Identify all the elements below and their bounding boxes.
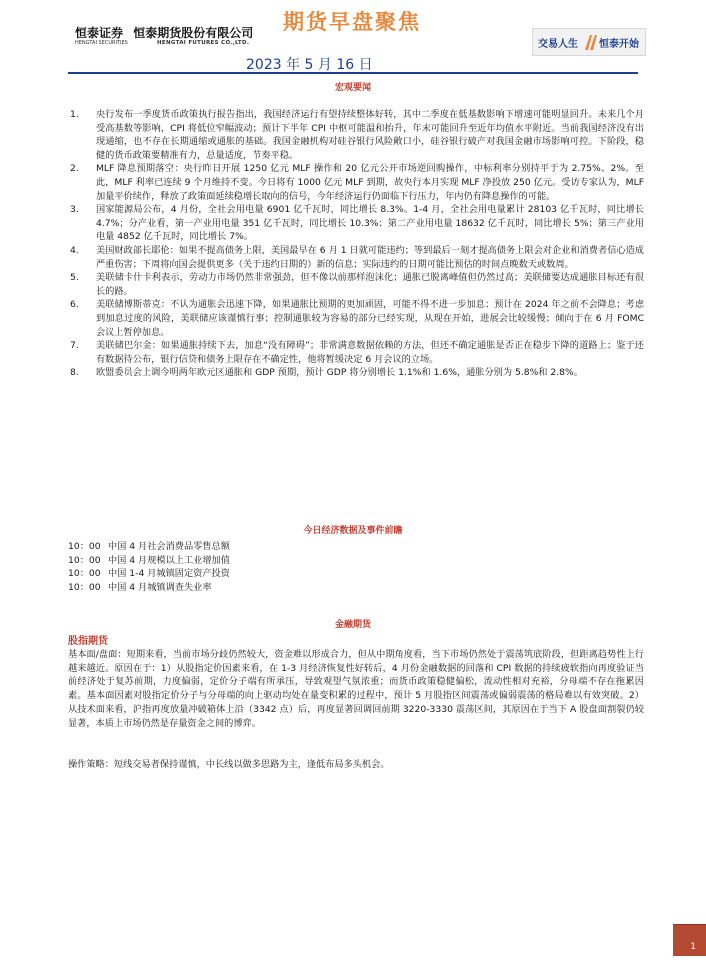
brand-securities-en: HENGTAI SECURITIES [75,40,128,46]
finance-paragraph-strategy: 操作策略：短线交易者保持谨慎，中长线以做多思路为主，逢低布局多头机会。 [68,759,390,770]
report-title: 期货早盘聚焦 [283,9,421,34]
slogan-left: 交易人生 [538,39,578,50]
stock-index-futures-heading: 股指期货 [68,636,108,647]
item-text: MLF 降息预期落空：央行昨日开展 1250 亿元 MLF 操作和 20 亿元公开市场逆回购操作，中标利率分别持平于为 2.75%、2%。至此，MLF 利率已连续 9 个月维持不变。今日将有 1000 亿元 MLF 到期，故央行本月实现 MLF 净投放 250 亿元。受访专家认为，MLF 加量平价续作，释放了政策面延续稳增长取向的信号，今年经济运行仍面临下行压力，年内仍有降息操作的可能。 [96,163,644,202]
event-text: 中国 4 月社会消费品零售总额 [108,541,230,552]
event-time: 10：00 [68,582,101,594]
item-text: 美国财政部长耶伦：如果不提高债务上限，美国最早在 6 月 1 日就可能违约；等到最后一刻才提高债务上限会对企业和消费者信心造成严重伤害；下周将向国会提供更多（关于违约日期的）新的信息；实际违约的日期可能比预估的时间点晚数天或数周。 [96,244,644,270]
slogan-right: 恒泰开始 [599,39,639,50]
list-item [68,554,628,568]
event-text: 中国 4 月规模以上工业增加值 [108,554,230,566]
list-item [68,567,628,581]
event-time: 10：00 [68,554,101,566]
slogan-banner [532,28,646,56]
report-header [0,0,706,75]
item-number: 4. [70,244,79,256]
event-time: 10：00 [68,568,101,580]
item-number: 2. [70,163,79,175]
events-section-title: 今日经济数据及事件前瞻 [303,526,403,536]
item-text: 美联储博斯蒂克：不认为通胀会迅速下降，如果通胀比预期的更加顽固，可能不得不进一步加息；预计在 2024 年之前不会降息；考虑到加息过度的风险，美联储应该谨慎行事；控制通胀较为容易的部分已经实现，从现在开始，进展会比较缓慢；倾向于在 6 月 FOMC 会议上暂停加息。 [96,299,644,338]
brand-securities: 恒泰证券 [75,26,124,40]
macro-section-title: 宏观要闻 [334,83,371,93]
list-item [68,339,644,366]
event-time: 10：00 [68,541,101,552]
list-item [68,298,644,339]
item-number: 1. [70,109,79,120]
list-item [68,108,644,162]
event-text: 中国 4 月城镇调查失业率 [108,582,212,594]
page-number-badge [673,925,706,956]
item-number: 8. [70,367,79,379]
page-number: 1 [690,942,696,952]
brand-mark-icon [583,32,599,52]
list-item [68,540,628,554]
list-item [68,244,644,271]
item-text: 美联储巴尔金：如果通胀持续下去，加息“没有障碍”；非常满意数据依赖的方法，但还不确定通胀是否正在稳步下降的道路上；鉴于还有数据待公布，银行信贷和债务上限存在不确定性，他将暂缓决定 6 月会议的立场。 [96,340,644,365]
list-item [68,581,628,595]
item-number: 5. [70,272,79,284]
item-text: 央行发布一季度货币政策执行报告指出，我国经济运行有望持续整体好转，其中二季度在低基数影响下增速可能明显回升。未来几个月受高基数等影响，CPI 将低位窄幅波动；预计下半年 CPI 中枢可能温和抬升，年末可能回升至近年均值水平附近。当前我国经济没有出现通缩，也不存在长期通缩或通胀的基础。我国金融机构对硅谷银行风险敞口小，硅谷银行破产对我国金融市场影响可控。下阶段，稳健的货币政策要精准有力，总量适度，节奏平稳。 [96,109,644,161]
company-logo [75,24,253,41]
event-text: 中国 1-4 月城镇固定资产投资 [108,568,230,580]
item-text: 美联储卡什卡利表示，劳动力市场仍然非常强劲，但不像以前那样泡沫化；通胀已脱离峰值但仍然过高；美联储要达成通胀目标还有很长的路。 [96,272,644,297]
list-item [68,366,644,380]
company-logo-english [75,40,250,46]
item-text: 欧盟委员会上调今明两年欧元区通胀和 GDP 预期，预计 GDP 将分别增长 1.1%和 1.6%，通胀分别为 5.8%和 2.8%。 [96,367,583,379]
header-divider [68,72,638,74]
finance-paragraph-analysis: 基本面/盘面：短期来看，当前市场分歧仍然较大，资金难以形成合力，但从中期角度看，当下市场仍然处于震荡筑底阶段，但距离趋势性上行越来越近。原因在于：1）从股指定价因素来看，在 1-3 月经济恢复性好转后，4 月份金融数据的回落和 CPI 数据的持续疲软指向再度验证当前经济处于复苏前期，力度偏弱，定价分子端有所承压，导致观望气氛浓重；而货币政策稳健偏松，流动性相对充裕，分母端不存在拖累因素。基本面因素对股指定价分子与分母端的向上驱动均处在量变积累的过程中，预计 5 月股指区间震荡或偏弱震荡的格局难以有效突破。2）从技术面来看，沪指再度放量冲破箱体上沿（3342 点）后，再度显著回调回前期 3220-3330 震荡区间，其原因在于当下 A 股盘面割裂仍较显著，本质上市场仍然是存量资金之间的博弈。 [68,649,644,729]
finance-section-title: 金融期货 [334,620,371,630]
list-item [68,271,644,298]
list-item [68,162,644,203]
events-list [68,540,628,595]
item-number: 7. [70,340,79,352]
brand-company-en: HENGTAI FUTURES CO.,LTD. [157,40,250,46]
macro-news-list [68,108,644,380]
list-item [68,203,644,244]
report-date: 2023 年 5 月 16 日 [246,57,373,73]
item-text: 国家能源局公布，4 月份，全社会用电量 6901 亿千瓦时，同比增长 8.3%。1-4 月，全社会用电量累计 28103 亿千瓦时，同比增长 4.7%；分产业看，第一产业用电量 351 亿千瓦时，同比增长 10.3%；第二产业用电量 18632 亿千瓦时，同比增长 5%；第三产业用电量 4852 亿千瓦时，同比增长 7%。 [96,204,644,243]
item-number: 6. [70,299,79,311]
item-number: 3. [70,204,79,216]
brand-company: 恒泰期货股份有限公司 [133,26,254,40]
